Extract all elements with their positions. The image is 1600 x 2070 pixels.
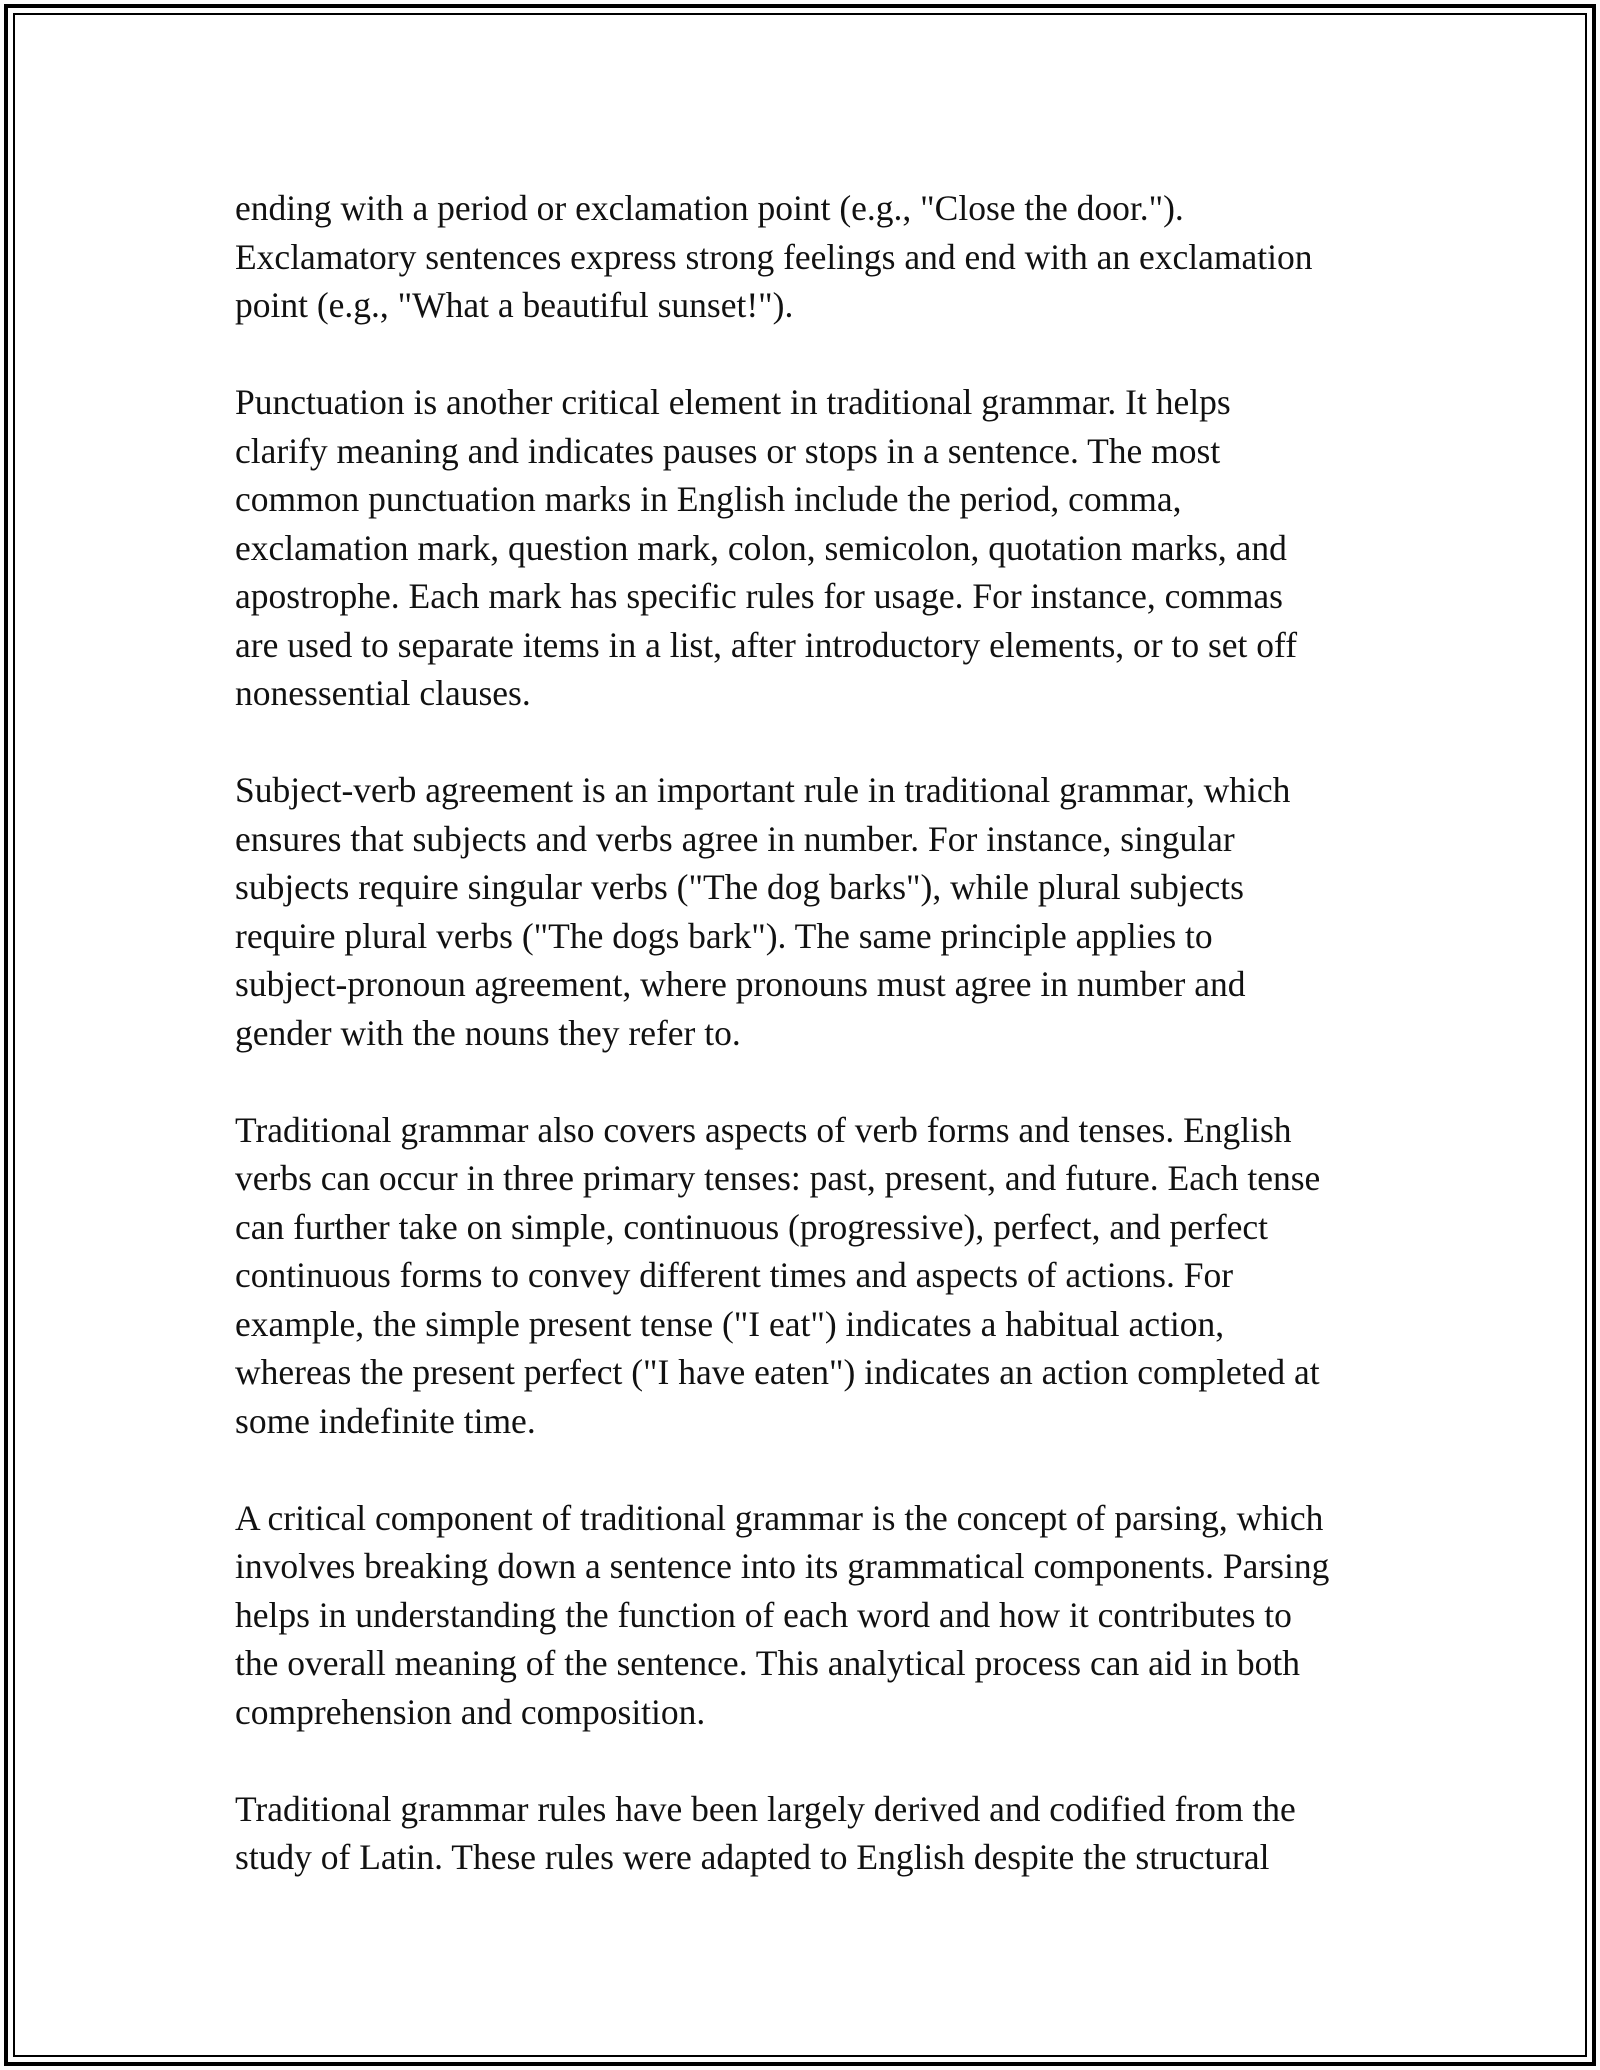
text-line: verbs can occur in three primary tenses: past, present, and future. Each tense xyxy=(235,1158,1321,1198)
text-line: require plural verbs ("The dogs bark"). The same principle applies to xyxy=(235,915,1213,956)
document-body xyxy=(235,184,1385,1882)
text-line: nonessential clauses. xyxy=(235,673,531,713)
text-line: continuous forms to convey different times and aspects of actions. For xyxy=(235,1255,1234,1295)
text-line: some indefinite time. xyxy=(235,1400,536,1441)
text-line: study of Latin. These rules were adapted to English despite the structural xyxy=(235,1837,1270,1877)
text-line: Exclamatory sentences express strong feelings and end with an exclamation xyxy=(235,236,1313,277)
text-line: the overall meaning of the sentence. This analytical process can aid in both xyxy=(235,1643,1300,1683)
paragraph xyxy=(235,1785,1385,1882)
text-line: whereas the present perfect ("I have eaten") indicates an action completed at xyxy=(235,1352,1320,1392)
paragraph xyxy=(235,378,1385,718)
text-line: can further take on simple, continuous (progressive), perfect, and perfect xyxy=(235,1206,1269,1247)
text-line: ensures that subjects and verbs agree in number. For instance, singular xyxy=(235,818,1235,859)
paragraph xyxy=(235,1106,1385,1446)
paragraph xyxy=(235,766,1385,1057)
text-line: Subject-verb agreement is an important rule in traditional grammar, which xyxy=(235,770,1291,810)
text-line: gender with the nouns they refer to. xyxy=(235,1012,741,1053)
text-line: apostrophe. Each mark has specific rules for usage. For instance, commas xyxy=(235,576,1283,616)
text-line: helps in understanding the function of each word and how it contributes to xyxy=(235,1594,1292,1635)
text-line: exclamation mark, question mark, colon, semicolon, quotation marks, and xyxy=(235,527,1287,568)
text-line: Traditional grammar rules have been largely derived and codified from the xyxy=(235,1788,1296,1829)
paragraph xyxy=(235,184,1385,330)
text-line: subjects require singular verbs ("The dog barks"), while plural subjects xyxy=(235,867,1244,907)
text-line: ending with a period or exclamation point (e.g., "Close the door."). xyxy=(235,188,1184,228)
text-line: are used to separate items in a list, after introductory elements, or to set off xyxy=(235,624,1298,665)
text-line: involves breaking down a sentence into its grammatical components. Parsing xyxy=(235,1546,1330,1586)
text-line: clarify meaning and indicates pauses or stops in a sentence. The most xyxy=(235,430,1221,471)
text-line: subject-pronoun agreement, where pronouns must agree in number and xyxy=(235,964,1246,1004)
text-line: common punctuation marks in English include the period, comma, xyxy=(235,479,1182,519)
text-line: Traditional grammar also covers aspects of verb forms and tenses. English xyxy=(235,1109,1292,1150)
text-line: example, the simple present tense ("I eat") indicates a habitual action, xyxy=(235,1303,1225,1344)
text-line: A critical component of traditional grammar is the concept of parsing, which xyxy=(235,1497,1324,1538)
text-line: comprehension and composition. xyxy=(235,1691,706,1732)
text-line: point (e.g., "What a beautiful sunset!"). xyxy=(235,285,794,325)
text-line: Punctuation is another critical element in traditional grammar. It helps xyxy=(235,382,1231,422)
paragraph xyxy=(235,1494,1385,1737)
